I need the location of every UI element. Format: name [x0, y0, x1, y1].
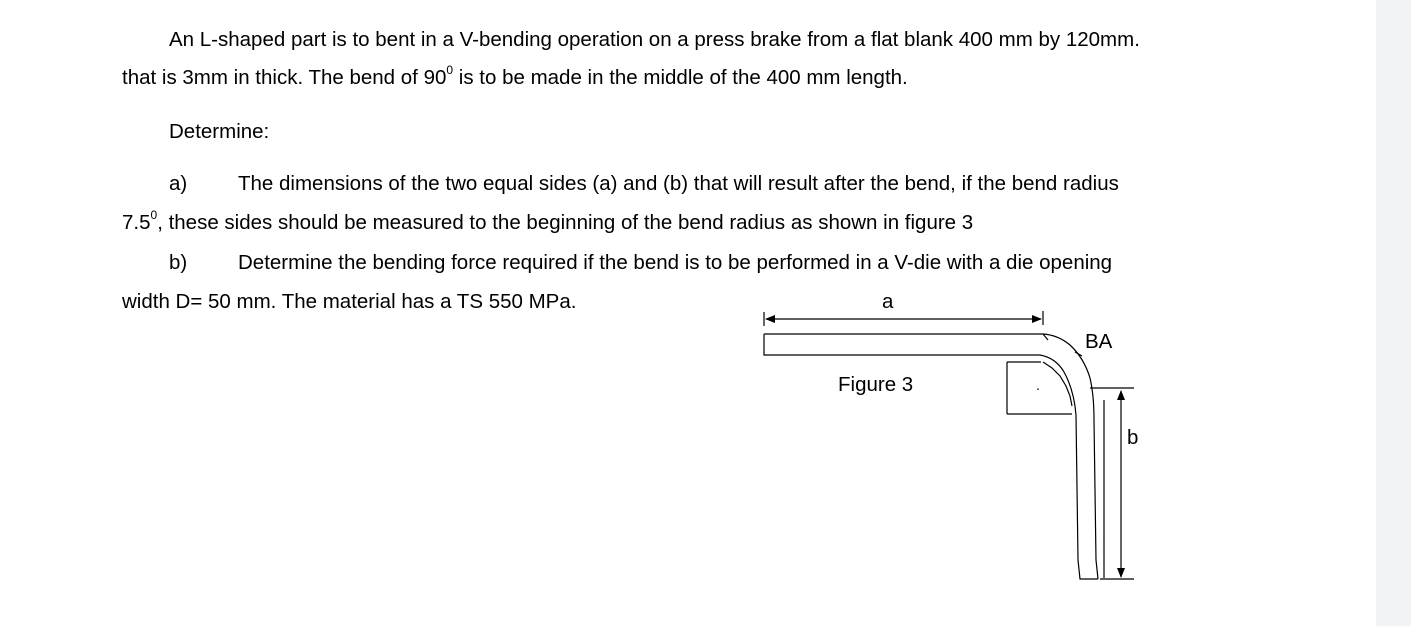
dimension-b — [1090, 388, 1134, 579]
degree-superscript: 0 — [150, 208, 158, 223]
intro-line-2-pre: that is 3mm in thick. The bend of 90 — [122, 66, 447, 89]
figure-caption: Figure 3 — [838, 373, 914, 396]
viewer-gutter — [1376, 0, 1411, 626]
part-b-line-2: width D= 50 mm. The material has a TS 550 MPa. — [122, 290, 577, 313]
bend-allowance-label: BA — [1085, 330, 1113, 353]
part-a-line-2-post: , these sides should be measured to the beginning of the bend radius as shown in figure 3 — [157, 211, 974, 234]
degree-superscript: 0 — [446, 63, 454, 78]
part-a-line-2-pre: 7.5 — [122, 211, 151, 234]
intro-line-2-post: is to be made in the middle of the 400 mm length. — [453, 66, 908, 89]
center-dot: . — [1036, 377, 1040, 393]
part-b-line-1: Determine the bending force required if the bend is to be performed in a V-die with a die opening — [238, 251, 1113, 274]
dimension-b-label: b — [1127, 426, 1139, 449]
part-a-line-1: The dimensions of the two equal sides (a) and (b) that will result after the bend, if the bend radius — [238, 172, 1119, 195]
part-a-label: a) — [169, 172, 188, 195]
dimension-a-label: a — [882, 290, 894, 313]
l-shaped-part — [764, 334, 1098, 579]
part-b-label: b) — [169, 251, 188, 274]
determine-heading: Determine: — [169, 120, 270, 143]
intro-line-1: An L-shaped part is to bent in a V-bending operation on a press brake from a flat blank 400 mm by 120mm. — [169, 28, 1140, 51]
dimension-a — [764, 311, 1043, 326]
